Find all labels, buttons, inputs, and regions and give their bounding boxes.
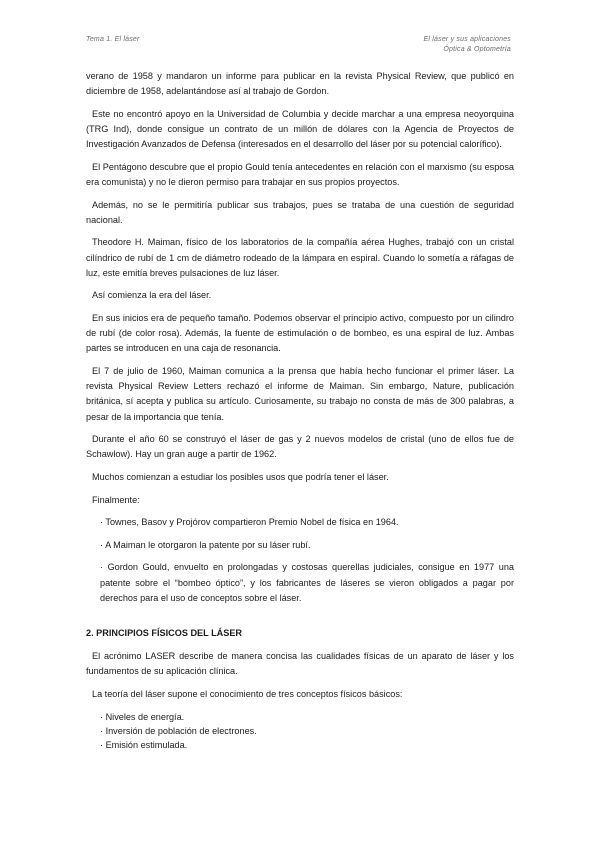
paragraph: Además, no se le permitiría publicar sus trabajos, pues se trataba de una cuestión de seguridad nacional. [86, 199, 514, 225]
list-item: · Townes, Basov y Projórov compartieron Premio Nobel de física en 1964. [100, 517, 399, 528]
paragraph: En sus inicios era de pequeño tamaño. Podemos observar el principio activo, compuesto por un cilindro de rubí (de color rosa). Además, la fuente de estimulación o de bombeo, es una espiral de luz. Ambas partes se introducen en una caja de resonancia. [86, 312, 514, 354]
list-item: · Gordon Gould, envuelto en prolongadas y costosas querellas judiciales, consigue en 1977 una patente sobre el “bombeo óptico”, y los fabricantes de láseres se vieron obligados a pagar por derechos para el uso de conceptos sobre el láser. [100, 562, 514, 603]
paragraph: Este no encontró apoyo en la Universidad de Columbia y decide marchar a una empresa neoyorquina (TRG Ind), donde consigue un contrato de un millón de dólares con la Agencia de Proyectos de Investigación Avanzados de Defensa (interesados en el desarrollo del láser por su potencial calorífico). [86, 108, 514, 150]
list-item: · Emisión estimulada. [100, 739, 188, 750]
paragraph: Theodore H. Maiman, físico de los laboratorios de la compañía aérea Hughes, trabajó con un cristal cilíndrico de rubí de 1 cm de diámetro rodeado de la lámpara en espiral. Cuando lo sometía a ráfagas de luz, este emitía breves pulsaciones de luz láser. [86, 237, 514, 278]
list-item: · A Maiman le otorgaron la patente por su láser rubí. [100, 539, 311, 550]
list-item: · Niveles de energía. [100, 711, 185, 722]
concepts-list [86, 710, 514, 752]
paragraph: El Pentágono descubre que el propio Gould tenía antecedentes en relación con el marxismo (su esposa era comunista) y no le dieron permiso para trabajar en sus propios proyectos. [86, 161, 514, 187]
list-item: · Inversión de población de electrones. [100, 725, 257, 736]
paragraph: verano de 1958 y mandaron un informe para publicar en la revista Physical Review, que publicó en diciembre de 1958, adelantándose así al trabajo de Gordon. [86, 71, 514, 97]
paragraph: El 7 de julio de 1960, Maiman comunica a la prensa que había hecho funcionar el primer láser. La revista Physical Review Letters rechazó el informe de Maiman. Sin embargo, Nature, publicación británica, sí acepta y publica su artículo. Curiosamente, su trabajo no consta de más de 300 palabras, a pesar de la importancia que tenía. [86, 365, 514, 422]
paragraph: Durante el año 60 se construyó el láser de gas y 2 nuevos modelos de cristal (uno de ellos fue de Schawlow). Hay un gran auge a partir de 1962. [86, 434, 514, 460]
header-left [86, 35, 140, 45]
paragraph: Así comienza la era del láser. [92, 290, 212, 301]
paragraph: Muchos comienzan a estudiar los posibles usos que podría tener el láser. [92, 471, 389, 482]
paragraph-finalmente: Finalmente: [92, 494, 140, 505]
paragraph: La teoría del láser supone el conocimiento de tres conceptos físicos básicos: [92, 688, 403, 699]
header-right [424, 35, 512, 55]
header-right-line1: El láser y sus aplicaciones [423, 36, 511, 43]
header-left-text: Tema 1. El láser [86, 36, 140, 43]
document-body [86, 69, 514, 752]
section-heading: 2. PRINCIPIOS FÍSICOS DEL LÁSER [86, 627, 242, 638]
paragraph: El acrónimo LASER describe de manera concisa las cualidades físicas de un aparato de láser y los fundamentos de su aplicación clínica. [86, 651, 514, 677]
header-right-line2: Óptica & Optometría [443, 46, 511, 53]
